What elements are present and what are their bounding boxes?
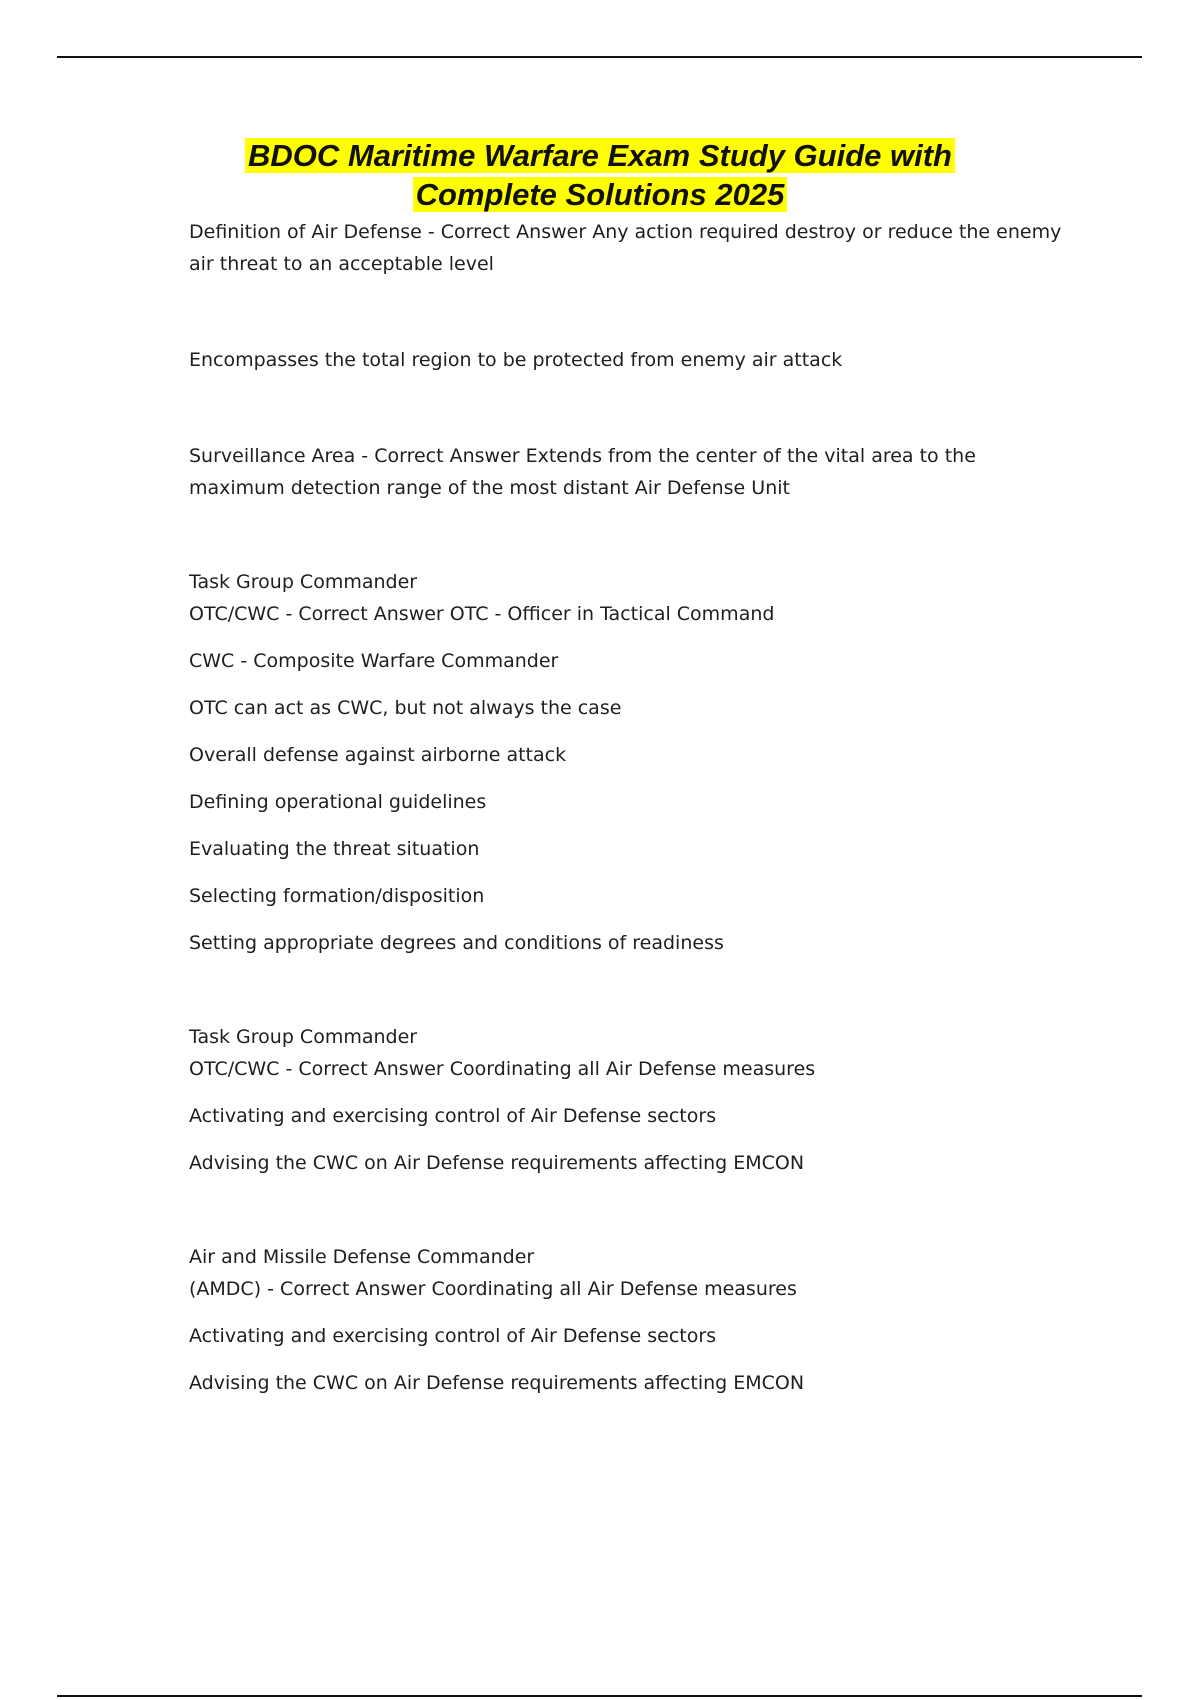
block-line: Setting appropriate degrees and conditions of readiness bbox=[189, 932, 724, 954]
block-line: Definition of Air Defense - Correct Answer Any action required destroy or reduce the enemy air threat to an acceptable level bbox=[189, 221, 1062, 275]
block-line: Surveillance Area - Correct Answer Extends from the center of the vital area to the maximum detection range of the most distant Air Defense Unit bbox=[189, 445, 976, 499]
document-title bbox=[0, 136, 1200, 214]
block-line: (AMDC) - Correct Answer Coordinating all Air Defense measures bbox=[189, 1278, 797, 1300]
title-line-1: BDOC Maritime Warfare Exam Study Guide with bbox=[245, 138, 955, 173]
qa-block-task-group-commander-2 bbox=[189, 1021, 1069, 1179]
block-heading: Task Group Commander bbox=[189, 571, 418, 593]
block-line: OTC/CWC - Correct Answer Coordinating all Air Defense measures bbox=[189, 1058, 816, 1080]
qa-block-air-defense bbox=[189, 216, 1069, 280]
block-line: Activating and exercising control of Air Defense sectors bbox=[189, 1325, 717, 1347]
bottom-rule bbox=[57, 1695, 1142, 1697]
qa-block-task-group-commander-1 bbox=[189, 566, 1069, 959]
block-heading: Task Group Commander bbox=[189, 1026, 418, 1048]
block-line: Overall defense against airborne attack bbox=[189, 744, 567, 766]
block-line: Activating and exercising control of Air Defense sectors bbox=[189, 1105, 717, 1127]
block-line: Advising the CWC on Air Defense requirements affecting EMCON bbox=[189, 1152, 805, 1174]
top-rule bbox=[57, 56, 1142, 58]
block-line: Evaluating the threat situation bbox=[189, 838, 480, 860]
qa-block-amdc bbox=[189, 1241, 1069, 1399]
title-line-2: Complete Solutions 2025 bbox=[413, 177, 788, 212]
block-line: Encompasses the total region to be protected from enemy air attack bbox=[189, 349, 843, 371]
block-line: OTC/CWC - Correct Answer OTC - Officer in Tactical Command bbox=[189, 603, 775, 625]
block-line: CWC - Composite Warfare Commander bbox=[189, 650, 559, 672]
block-line: Advising the CWC on Air Defense requirements affecting EMCON bbox=[189, 1372, 805, 1394]
block-heading: Air and Missile Defense Commander bbox=[189, 1246, 535, 1268]
qa-block-surveillance-area bbox=[189, 440, 1069, 504]
block-line: OTC can act as CWC, but not always the case bbox=[189, 697, 622, 719]
block-line: Selecting formation/disposition bbox=[189, 885, 485, 907]
qa-block-vital-area bbox=[189, 344, 1069, 376]
block-line: Defining operational guidelines bbox=[189, 791, 487, 813]
document-body bbox=[189, 216, 1069, 1399]
